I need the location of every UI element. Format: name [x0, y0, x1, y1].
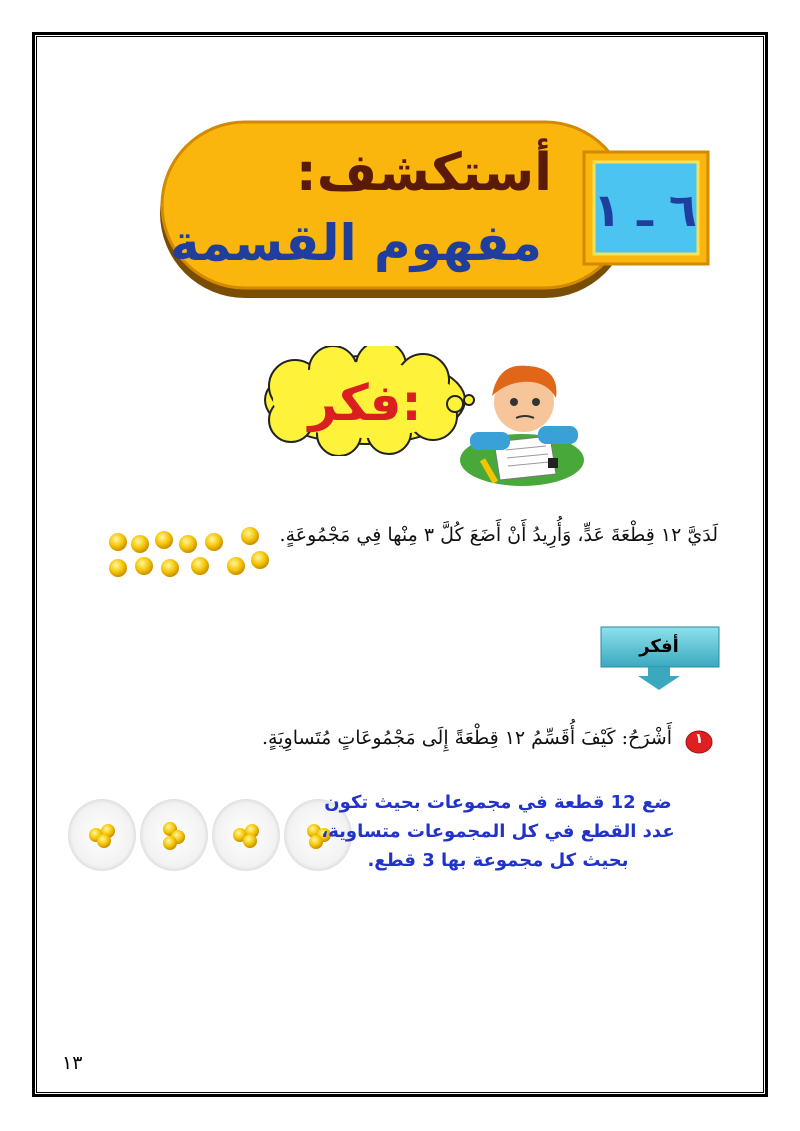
answer-text — [318, 788, 678, 875]
lesson-number: ٦ ـ ١ — [593, 183, 697, 237]
intro-text: لَدَيَّ ١٢ قِطْعَةَ عَدٍّ، وَأُرِيدُ أَنْ أَضَعَ كُلَّ ٣ مِنْها فِي مَجْمُوعَةٍ. — [279, 524, 718, 546]
thinking-boy-illustration — [452, 350, 592, 490]
answer-line: بحيث كل مجموعة بها 3 قطع. — [367, 850, 629, 871]
counters-group — [104, 526, 274, 584]
lesson-title: مفهوم القسمة — [170, 214, 542, 272]
plates-group — [66, 795, 358, 875]
plate-icon — [68, 799, 136, 871]
answer-line: ضع 12 قطعة في مجموعات بحيث تكون — [324, 792, 672, 813]
counter-chip-icon — [241, 527, 259, 545]
counter-chip-icon — [227, 557, 245, 575]
counter-chip-icon — [191, 557, 209, 575]
lesson-title-label: أستكشف: — [295, 143, 552, 203]
question-number: ١ — [694, 731, 704, 747]
down-arrow-icon — [638, 667, 680, 690]
counter-chip-icon — [205, 533, 223, 551]
think-banner-label: أفكر — [639, 636, 679, 657]
counter-chip-icon — [135, 557, 153, 575]
think-label: فكر: — [308, 374, 422, 432]
counter-chip-icon — [155, 531, 173, 549]
counter-chip-icon — [251, 551, 269, 569]
plate-icon — [140, 799, 208, 871]
page-number: ١٣ — [62, 1052, 83, 1074]
question-text: أَشْرَحُ: كَيْفَ أُقَسِّمُ ١٢ قِطْعَةً إِلَى مَجْمُوعَاتٍ مُتَساوِيَةٍ. — [262, 727, 672, 749]
answer-line: عدد القطع في كل المجموعات متساوية، — [321, 821, 675, 842]
plate-icon — [212, 799, 280, 871]
counter-chip-icon — [131, 535, 149, 553]
counter-chip-icon — [109, 559, 127, 577]
counter-chip-icon — [161, 559, 179, 577]
counter-chip-icon — [109, 533, 127, 551]
counter-chip-icon — [179, 535, 197, 553]
